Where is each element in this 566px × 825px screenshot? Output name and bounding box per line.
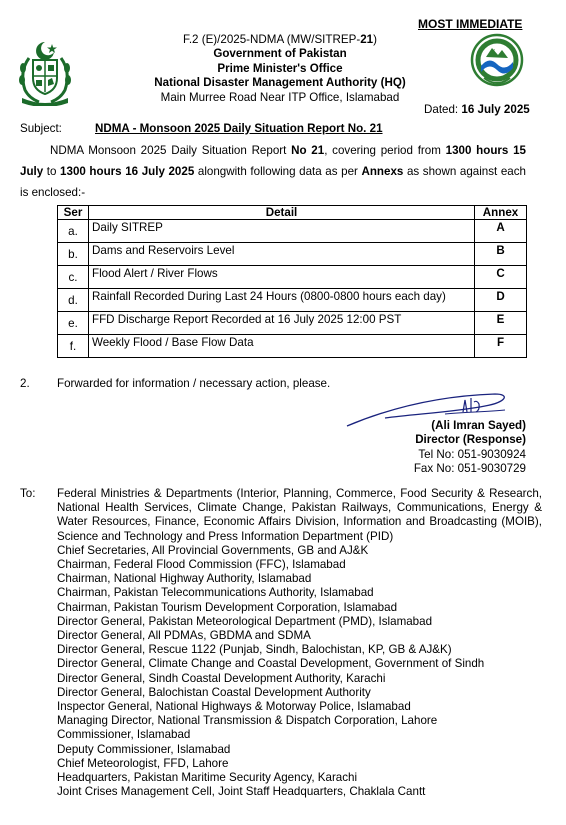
list-item: Chairman, Pakistan Tourism Development Corporation, Islamabad <box>57 600 398 614</box>
intro-paragraph: NDMA Monsoon 2025 Daily Situation Report No 21, covering period from 1300 hours 15 July to 1300 hours 16 July 2025 alongwith following data as per Annexs as shown against each is enclosed:- <box>20 144 526 199</box>
office-name: Prime Minister's Office <box>217 61 343 75</box>
list-item: Inspector General, National Highways & Motorway Police, Islamabad <box>57 700 411 714</box>
table-row <box>58 335 527 358</box>
annex-table <box>57 205 527 358</box>
file-reference: F.2 (E)/2025-NDMA (MW/SITREP-21) <box>183 33 377 46</box>
row-annex: F <box>475 335 527 358</box>
row-detail: Rainfall Recorded During Last 24 Hours (0800-0800 hours each day) <box>89 289 475 312</box>
list-item: Headquarters, Pakistan Maritime Security Agency, Karachi <box>57 771 358 785</box>
authority-address: Main Murree Road Near ITP Office, Islamabad <box>160 90 400 104</box>
row-ser: a. <box>58 220 89 243</box>
row-annex: C <box>475 266 527 289</box>
signatory-designation: Director (Response) <box>415 433 526 447</box>
row-ser: c. <box>58 266 89 289</box>
subject-title: NDMA - Monsoon 2025 Daily Situation Report No. 21 <box>95 122 383 135</box>
table-row <box>58 289 527 312</box>
list-item: Director General, Climate Change and Coastal Development, Government of Sindh <box>57 657 485 671</box>
letterhead <box>130 33 430 105</box>
signature-block <box>380 419 526 477</box>
list-item: Director General, Sindh Coastal Development Authority, Karachi <box>57 671 386 685</box>
row-detail: Dams and Reservoirs Level <box>89 243 475 266</box>
col-ser-header: Ser <box>58 206 89 220</box>
row-ser: d. <box>58 289 89 312</box>
recipient-list <box>57 487 542 799</box>
row-annex: D <box>475 289 527 312</box>
row-ser: f. <box>58 335 89 358</box>
list-item: Federal Ministries & Departments (Interior, Planning, Commerce, Food Security & Research, National Health Services, Climate Change, Pakistan Railways, Communications, Energy & Water Resources, Finance, Economic Affairs Division, Information and Broadcasting (MOIB), Science and Technology and Press Information Department (PID) <box>57 487 542 543</box>
telephone-number: Tel No: 051-9030924 <box>418 447 526 461</box>
paragraph-text: Forwarded for information / necessary action, please. <box>57 377 331 390</box>
table-row <box>58 312 527 335</box>
list-item: Chief Meteorologist, FFD, Lahore <box>57 756 229 770</box>
authority-name: National Disaster Management Authority (HQ) <box>154 76 406 90</box>
row-detail: Weekly Flood / Base Flow Data <box>89 335 475 358</box>
signatory-name: (Ali Imran Sayed) <box>431 419 526 432</box>
document-date: Dated: 16 July 2025 <box>424 103 530 116</box>
col-annex-header: Annex <box>475 206 527 220</box>
row-annex: B <box>475 243 527 266</box>
table-row <box>58 243 527 266</box>
list-item: Director General, All PDMAs, GBDMA and SDMA <box>57 629 311 643</box>
list-item: Chief Secretaries, All Provincial Governments, GB and AJ&K <box>57 543 369 557</box>
list-item: Chairman, Federal Flood Commission (FFC), Islamabad <box>57 558 346 572</box>
row-ser: e. <box>58 312 89 335</box>
to-label: To: <box>20 487 36 500</box>
row-detail: Daily SITREP <box>89 220 475 243</box>
fax-number: Fax No: 051-9030729 <box>413 462 526 476</box>
row-annex: A <box>475 220 527 243</box>
priority-label: MOST IMMEDIATE <box>418 17 523 31</box>
col-detail-header: Detail <box>89 206 475 220</box>
paragraph-number: 2. <box>20 377 30 390</box>
list-item: Commissioner, Islamabad <box>57 728 191 742</box>
list-item: Deputy Commissioner, Islamabad <box>57 742 231 756</box>
row-detail: FFD Discharge Report Recorded at 16 July 2025 12:00 PST <box>89 312 475 335</box>
table-header-row <box>58 206 527 220</box>
list-item: Director General, Balochistan Coastal Development Authority <box>57 685 371 699</box>
state-emblem-icon <box>14 40 76 106</box>
list-item: Chairman, National Highway Authority, Islamabad <box>57 572 312 586</box>
subject-label: Subject: <box>20 122 62 135</box>
ndma-logo-icon <box>470 33 524 93</box>
row-detail: Flood Alert / River Flows <box>89 266 475 289</box>
list-item: Chairman, Pakistan Telecommunications Authority, Islamabad <box>57 586 374 600</box>
row-annex: E <box>475 312 527 335</box>
list-item: Joint Crises Management Cell, Joint Staff Headquarters, Chaklala Cantt <box>57 785 426 799</box>
list-item: Managing Director, National Transmission & Dispatch Corporation, Lahore <box>57 714 438 728</box>
list-item: Director General, Pakistan Meteorological Department (PMD), Islamabad <box>57 614 433 628</box>
row-ser: b. <box>58 243 89 266</box>
table-row <box>58 220 527 243</box>
list-item: Director General, Rescue 1122 (Punjab, Sindh, Balochistan, KP, GB & AJ&K) <box>57 643 452 657</box>
government-name: Government of Pakistan <box>213 47 347 61</box>
table-row <box>58 266 527 289</box>
